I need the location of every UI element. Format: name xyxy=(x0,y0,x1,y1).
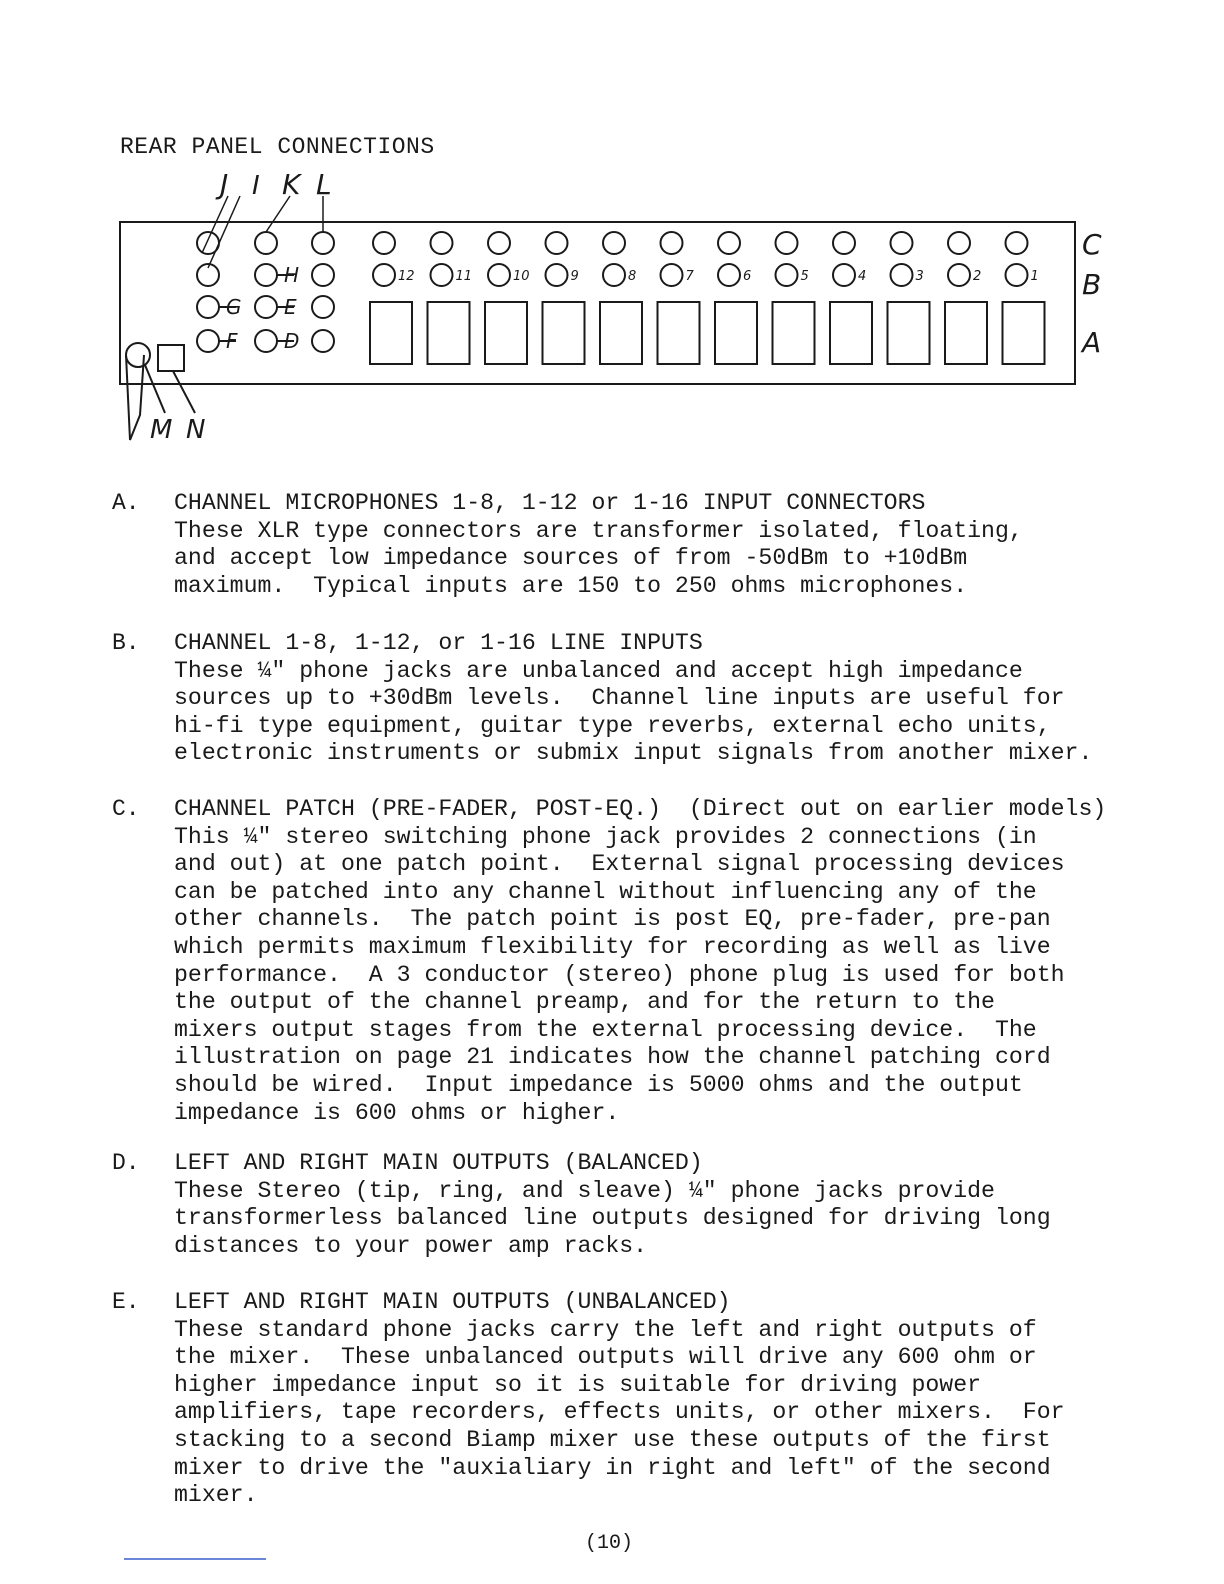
channel-patch-jack xyxy=(431,232,453,254)
channel-line-input-jack xyxy=(546,264,568,286)
body-line: This ¼" stereo switching phone jack provides 2 connections (in xyxy=(174,823,1037,850)
body-line: mixer to drive the "auxialiary in right and left" of the second xyxy=(174,1454,1051,1481)
page-title: REAR PANEL CONNECTIONS xyxy=(120,134,435,160)
body-line: and accept low impedance sources of from -50dBm to +10dBm xyxy=(174,545,968,572)
section-body xyxy=(112,658,1182,768)
channel-patch-jack xyxy=(488,232,510,254)
body-line: These standard phone jacks carry the left and right outputs of xyxy=(174,1316,1037,1343)
row-label-a: A xyxy=(1082,326,1102,359)
label-k: K xyxy=(282,168,301,201)
body-line: amplifiers, tape recorders, effects units, or other mixers. For xyxy=(174,1399,1065,1426)
body-line: These XLR type connectors are transformer isolated, floating, xyxy=(174,517,1023,544)
channel-patch-jack xyxy=(373,232,395,254)
channel-xlr-connector xyxy=(715,302,757,364)
body-line: transformerless balanced line outputs designed for driving long xyxy=(174,1205,1051,1232)
body-line: maximum. Typical inputs are 150 to 250 ohms microphones. xyxy=(174,572,968,599)
channel-patch-jack xyxy=(718,232,740,254)
body-line: distances to your power amp racks. xyxy=(174,1232,648,1259)
channel-patch-jack xyxy=(948,232,970,254)
channel-number-label: 10 xyxy=(513,269,530,284)
channel-number-label: 9 xyxy=(570,269,579,284)
section-letter: A. xyxy=(112,490,140,516)
channel-patch-jack xyxy=(891,232,913,254)
channel-line-input-jack xyxy=(373,264,395,286)
channel-xlr-connector xyxy=(1003,302,1045,364)
label-d: D xyxy=(284,329,300,353)
body-line: other channels. The patch point is post EQ, pre-fader, pre-pan xyxy=(174,906,1051,933)
body-line: mixers output stages from the external processing device. The xyxy=(174,1016,1037,1043)
body-line: These Stereo (tip, ring, and sleave) ¼" phone jacks provide xyxy=(174,1177,995,1204)
body-line: the output of the channel preamp, and for the return to the xyxy=(174,989,995,1016)
section-letter: B. xyxy=(112,630,140,656)
body-line: stacking to a second Biamp mixer use these outputs of the first xyxy=(174,1426,1051,1453)
channel-xlr-connector xyxy=(945,302,987,364)
body-line: These ¼" phone jacks are unbalanced and accept high impedance xyxy=(174,657,1023,684)
section-heading: CHANNEL 1-8, 1-12, or 1-16 LINE INPUTS xyxy=(174,630,703,656)
channel-xlr-connector xyxy=(600,302,642,364)
channel-number-label: 8 xyxy=(628,269,637,284)
body-line: electronic instruments or submix input signals from another mixer. xyxy=(174,740,1093,767)
body-line: higher impedance input so it is suitable for driving power xyxy=(174,1371,982,1398)
rear-panel-diagram xyxy=(0,0,1224,460)
channel-xlr-connector xyxy=(428,302,470,364)
channel-patch-jack xyxy=(661,232,683,254)
channel-number-label: 6 xyxy=(743,269,752,284)
section-body xyxy=(112,1178,1182,1261)
channel-number-label: 5 xyxy=(800,269,809,284)
channel-line-input-jack xyxy=(661,264,683,286)
channel-line-input-jack xyxy=(488,264,510,286)
channel-xlr-connector xyxy=(773,302,815,364)
channel-xlr-connector xyxy=(485,302,527,364)
channel-xlr-connector xyxy=(658,302,700,364)
section-heading: CHANNEL PATCH (PRE-FADER, POST-EQ.) (Direct out on earlier models) xyxy=(174,796,1107,822)
body-line: sources up to +30dBm levels. Channel line inputs are useful for xyxy=(174,685,1065,712)
channel-line-input-jack xyxy=(891,264,913,286)
channel-xlr-connector xyxy=(543,302,585,364)
channel-patch-jack xyxy=(776,232,798,254)
channel-xlr-connector xyxy=(888,302,930,364)
section-heading: LEFT AND RIGHT MAIN OUTPUTS (BALANCED) xyxy=(174,1150,703,1176)
channel-number-label: 3 xyxy=(915,269,924,284)
channel-number-label: 12 xyxy=(398,269,415,284)
channel-patch-jack xyxy=(603,232,625,254)
label-h: H xyxy=(284,263,300,287)
body-line: which permits maximum flexibility for recording as well as live xyxy=(174,933,1051,960)
section-letter: C. xyxy=(112,796,140,822)
rear-panel-outline xyxy=(120,222,1075,384)
section-d xyxy=(112,1150,1182,1260)
body-line: can be patched into any channel without influencing any of the xyxy=(174,878,1037,905)
channel-line-input-jack xyxy=(1006,264,1028,286)
section-body xyxy=(112,518,1182,601)
section-e xyxy=(112,1289,1182,1510)
channel-line-input-jack xyxy=(776,264,798,286)
label-e: E xyxy=(284,295,297,319)
section-b xyxy=(112,630,1182,768)
label-n: N xyxy=(186,415,206,445)
channel-strips xyxy=(370,232,1045,364)
label-i: I xyxy=(252,171,260,201)
channel-line-input-jack xyxy=(948,264,970,286)
label-l: L xyxy=(316,168,332,201)
page-number: (10) xyxy=(585,1532,634,1555)
body-line: the mixer. These unbalanced outputs will drive any 600 ohm or xyxy=(174,1344,1037,1371)
body-line: hi-fi type equipment, guitar type reverbs, external echo units, xyxy=(174,712,1051,739)
channel-number-label: 7 xyxy=(685,269,694,284)
channel-number-label: 4 xyxy=(858,269,867,284)
channel-patch-jack xyxy=(1006,232,1028,254)
channel-line-input-jack xyxy=(431,264,453,286)
section-c xyxy=(112,796,1182,1127)
section-letter: E. xyxy=(112,1289,140,1315)
body-line: and out) at one patch point. External signal processing devices xyxy=(174,851,1065,878)
channel-number-label: 11 xyxy=(455,269,473,284)
label-g: G xyxy=(226,295,242,319)
row-label-b: B xyxy=(1082,268,1102,301)
channel-number-label: 2 xyxy=(973,269,982,284)
body-line: mixer. xyxy=(174,1482,258,1509)
channel-patch-jack xyxy=(546,232,568,254)
body-line: impedance is 600 ohms or higher. xyxy=(174,1099,620,1126)
channel-xlr-connector xyxy=(370,302,412,364)
row-label-c: C xyxy=(1082,228,1102,261)
body-line: performance. A 3 conductor (stereo) phone plug is used for both xyxy=(174,961,1065,988)
left-control-cluster xyxy=(197,232,334,352)
channel-line-input-jack xyxy=(718,264,740,286)
section-heading: CHANNEL MICROPHONES 1-8, 1-12 or 1-16 INPUT CONNECTORS xyxy=(174,490,926,516)
channel-line-input-jack xyxy=(603,264,625,286)
label-f: F xyxy=(226,329,238,353)
channel-patch-jack xyxy=(833,232,855,254)
channel-line-input-jack xyxy=(833,264,855,286)
section-heading: LEFT AND RIGHT MAIN OUTPUTS (UNBALANCED) xyxy=(174,1289,731,1315)
section-a xyxy=(112,490,1182,600)
section-body xyxy=(112,1317,1182,1510)
channel-number-label: 1 xyxy=(1030,269,1039,284)
label-j: J xyxy=(220,168,229,201)
channel-xlr-connector xyxy=(830,302,872,364)
section-letter: D. xyxy=(112,1150,140,1176)
label-m: M xyxy=(150,415,173,445)
blue-underline-mark xyxy=(124,1558,266,1560)
body-line: illustration on page 21 indicates how the channel patching cord xyxy=(174,1044,1051,1071)
section-body xyxy=(112,824,1182,1128)
body-line: should be wired. Input impedance is 5000 ohms and the output xyxy=(174,1071,1023,1098)
